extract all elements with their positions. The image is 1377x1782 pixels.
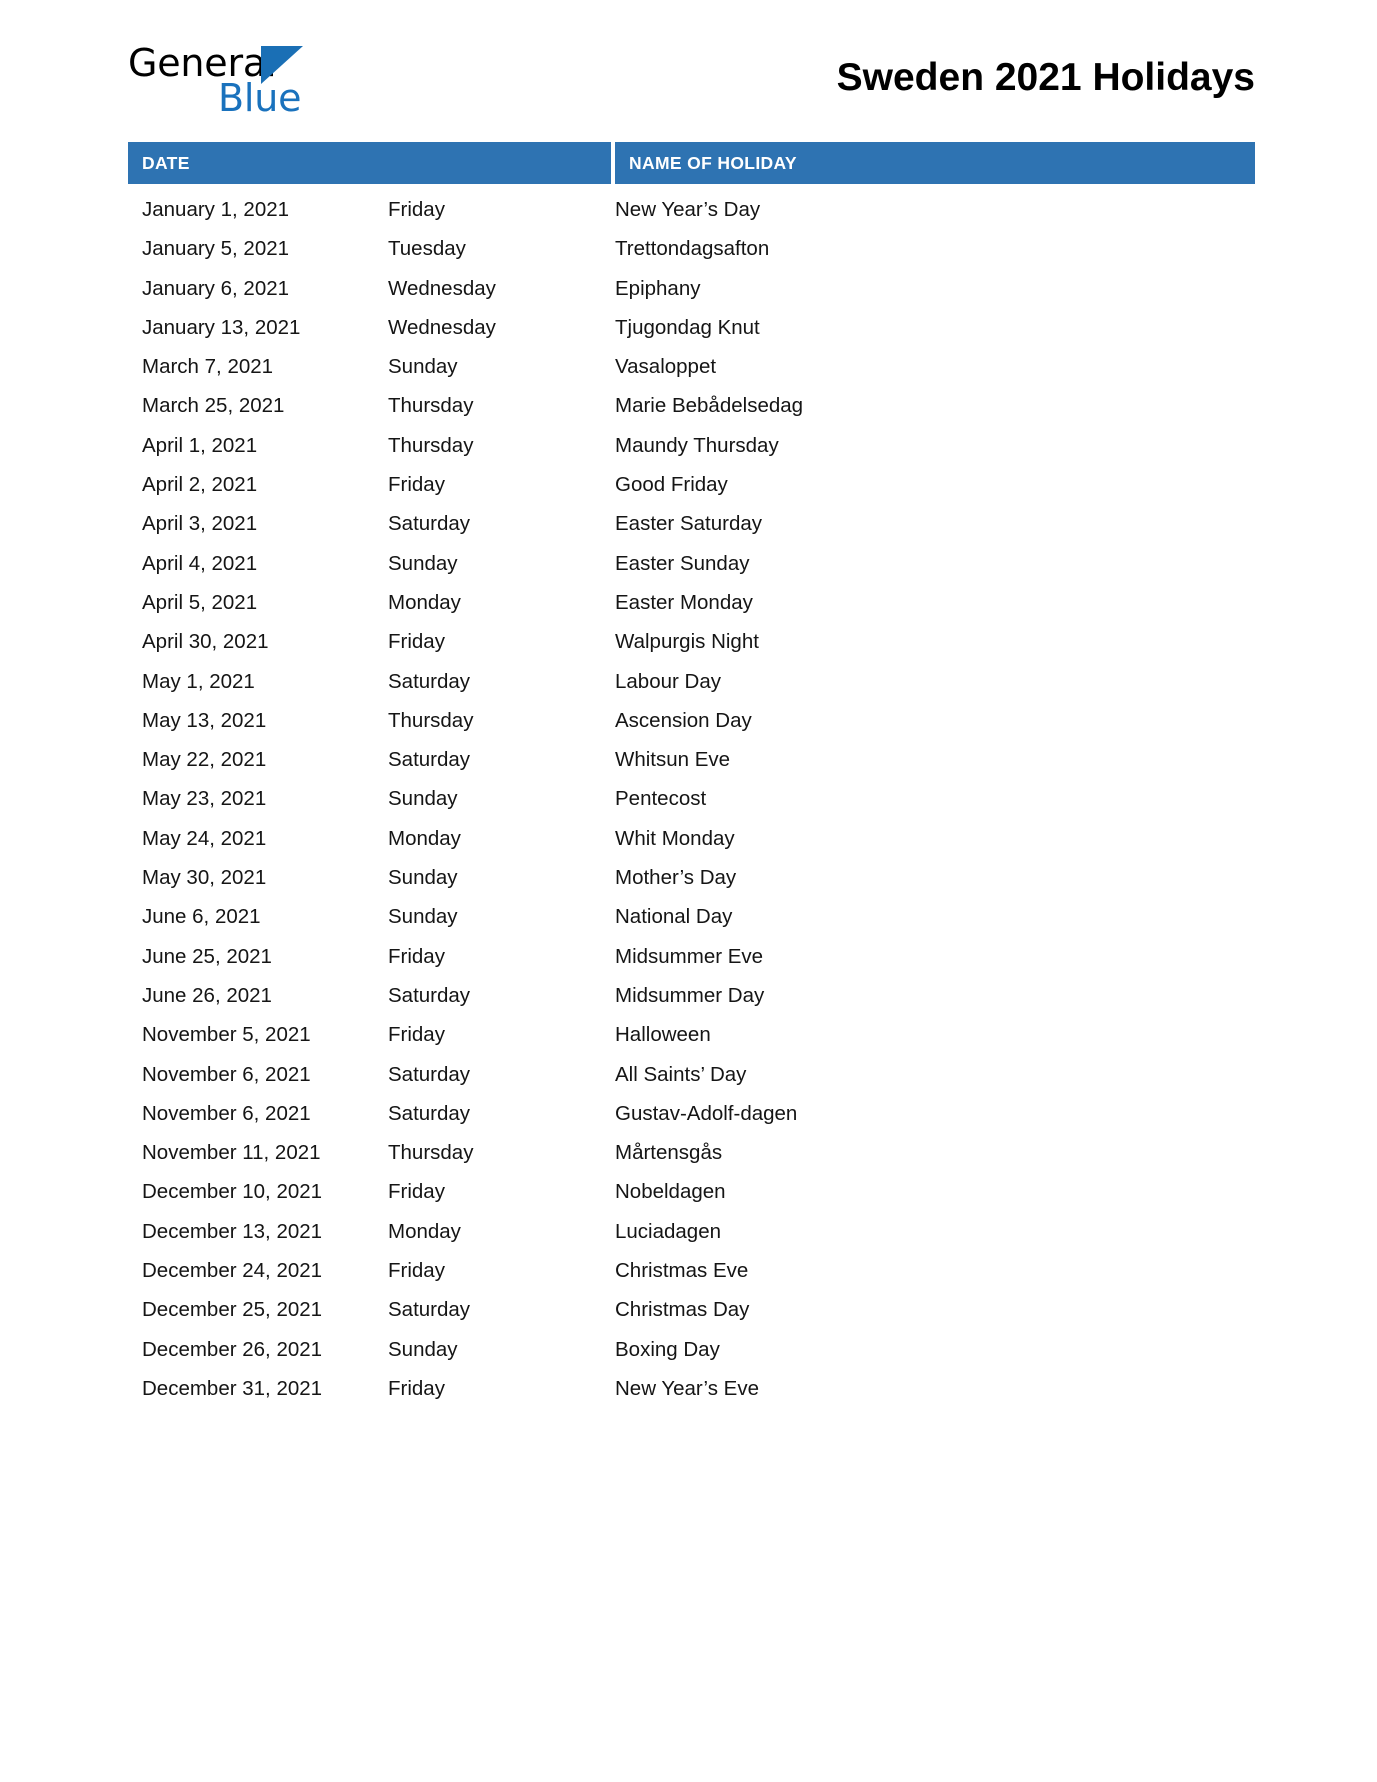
cell-holiday: Midsummer Eve	[615, 944, 764, 968]
cell-date: December 10, 2021	[142, 1180, 323, 1204]
cell-holiday: Tjugondag Knut	[615, 315, 760, 339]
cell-holiday: Good Friday	[615, 473, 728, 497]
holidays-table	[128, 142, 1255, 1408]
table-row	[128, 269, 1255, 308]
cell-weekday: Saturday	[388, 983, 471, 1007]
table-row	[128, 897, 1255, 936]
cell-date: March 25, 2021	[142, 394, 285, 418]
table-row	[128, 1172, 1255, 1211]
table-row	[128, 1015, 1255, 1054]
cell-holiday: Walpurgis Night	[615, 630, 759, 654]
cell-date: June 26, 2021	[142, 983, 272, 1007]
cell-holiday: Trettondagsafton	[615, 237, 770, 261]
cell-holiday: Whit Monday	[615, 826, 735, 850]
cell-date: April 1, 2021	[142, 433, 258, 457]
cell-date: December 31, 2021	[142, 1376, 323, 1400]
table-row	[128, 819, 1255, 858]
table-row	[128, 1094, 1255, 1133]
cell-weekday: Friday	[388, 1376, 445, 1400]
cell-weekday: Friday	[388, 1259, 445, 1283]
cell-weekday: Sunday	[388, 551, 458, 575]
cell-date: January 5, 2021	[142, 237, 290, 261]
cell-weekday: Friday	[388, 473, 445, 497]
table-row	[128, 779, 1255, 818]
table-row	[128, 858, 1255, 897]
cell-date: June 6, 2021	[142, 905, 261, 929]
table-row	[128, 662, 1255, 701]
cell-weekday: Sunday	[388, 866, 458, 890]
table-row	[128, 308, 1255, 347]
table-row	[128, 465, 1255, 504]
table-row	[128, 1133, 1255, 1172]
cell-weekday: Tuesday	[388, 237, 466, 261]
cell-holiday: Marie Bebådelsedag	[615, 394, 804, 418]
cell-weekday: Monday	[388, 1219, 461, 1243]
cell-date: May 23, 2021	[142, 787, 267, 811]
cell-date: January 6, 2021	[142, 276, 290, 300]
cell-date: March 7, 2021	[142, 355, 274, 379]
table-row	[128, 1290, 1255, 1329]
table-row	[128, 229, 1255, 268]
cell-holiday: Whitsun Eve	[615, 748, 731, 772]
cell-holiday: Nobeldagen	[615, 1180, 726, 1204]
cell-weekday: Monday	[388, 590, 461, 614]
cell-weekday: Thursday	[388, 1141, 474, 1165]
cell-holiday: Epiphany	[615, 276, 701, 300]
cell-holiday: Mother’s Day	[615, 866, 737, 890]
table-row	[128, 937, 1255, 976]
cell-weekday: Friday	[388, 1023, 445, 1047]
cell-date: December 25, 2021	[142, 1298, 323, 1322]
cell-weekday: Thursday	[388, 433, 474, 457]
table-row	[128, 583, 1255, 622]
cell-weekday: Friday	[388, 630, 445, 654]
column-header-date: DATE	[128, 142, 611, 184]
cell-holiday: Easter Sunday	[615, 551, 750, 575]
cell-date: November 5, 2021	[142, 1023, 311, 1047]
cell-holiday: Labour Day	[615, 669, 721, 693]
table-row	[128, 740, 1255, 779]
cell-date: May 30, 2021	[142, 866, 267, 890]
table-row	[128, 976, 1255, 1015]
table-row	[128, 190, 1255, 229]
cell-weekday: Friday	[388, 1180, 445, 1204]
cell-holiday: Vasaloppet	[615, 355, 717, 379]
document-header	[128, 0, 1255, 118]
table-body	[128, 184, 1255, 1408]
cell-date: November 6, 2021	[142, 1062, 311, 1086]
table-row	[128, 544, 1255, 583]
logo-text-blue: Blue	[218, 76, 302, 120]
cell-holiday: New Year’s Day	[615, 198, 761, 221]
cell-date: May 22, 2021	[142, 748, 267, 772]
cell-weekday: Saturday	[388, 1062, 471, 1086]
cell-holiday: Christmas Eve	[615, 1259, 749, 1283]
cell-holiday: All Saints’ Day	[615, 1062, 747, 1086]
cell-holiday: Pentecost	[615, 787, 707, 811]
cell-date: April 3, 2021	[142, 512, 258, 536]
cell-holiday: Maundy Thursday	[615, 433, 779, 457]
cell-weekday: Thursday	[388, 394, 474, 418]
cell-weekday: Saturday	[388, 1101, 471, 1125]
cell-holiday: Ascension Day	[615, 708, 752, 732]
table-row	[128, 622, 1255, 661]
cell-date: January 1, 2021	[142, 198, 290, 221]
cell-date: December 13, 2021	[142, 1219, 323, 1243]
cell-weekday: Friday	[388, 944, 445, 968]
cell-weekday: Saturday	[388, 1298, 471, 1322]
cell-weekday: Sunday	[388, 1337, 458, 1361]
cell-weekday: Sunday	[388, 905, 458, 929]
table-row	[128, 1055, 1255, 1094]
page-title: Sweden 2021 Holidays	[836, 56, 1255, 99]
cell-date: April 2, 2021	[142, 473, 258, 497]
cell-weekday: Saturday	[388, 512, 471, 536]
cell-holiday: Mårtensgås	[615, 1141, 723, 1165]
general-blue-logo	[128, 26, 323, 120]
cell-weekday: Sunday	[388, 355, 458, 379]
cell-weekday: Sunday	[388, 787, 458, 811]
cell-date: May 13, 2021	[142, 708, 267, 732]
cell-holiday: Gustav-Adolf-dagen	[615, 1101, 798, 1125]
cell-holiday: Easter Saturday	[615, 512, 762, 536]
table-row	[128, 1251, 1255, 1290]
cell-weekday: Saturday	[388, 748, 471, 772]
cell-holiday: Midsummer Day	[615, 983, 765, 1007]
table-row	[128, 1369, 1255, 1408]
table-row	[128, 1212, 1255, 1251]
table-row	[128, 386, 1255, 425]
cell-weekday: Saturday	[388, 669, 471, 693]
table-row	[128, 347, 1255, 386]
cell-holiday: Boxing Day	[615, 1337, 720, 1361]
cell-date: December 24, 2021	[142, 1259, 323, 1283]
cell-holiday: National Day	[615, 905, 733, 929]
cell-weekday: Thursday	[388, 708, 474, 732]
cell-date: April 30, 2021	[142, 630, 269, 654]
cell-holiday: Christmas Day	[615, 1298, 750, 1322]
cell-weekday: Friday	[388, 198, 445, 221]
logo-text-general: General	[128, 41, 277, 85]
cell-date: November 6, 2021	[142, 1101, 311, 1125]
cell-date: May 1, 2021	[142, 669, 255, 693]
table-header-row	[128, 142, 1255, 184]
cell-weekday: Wednesday	[388, 276, 496, 300]
cell-holiday: Halloween	[615, 1023, 711, 1047]
table-row	[128, 504, 1255, 543]
cell-date: May 24, 2021	[142, 826, 267, 850]
cell-date: April 5, 2021	[142, 590, 258, 614]
cell-holiday: Luciadagen	[615, 1219, 722, 1243]
table-row	[128, 701, 1255, 740]
table-row	[128, 1330, 1255, 1369]
cell-date: December 26, 2021	[142, 1337, 323, 1361]
cell-weekday: Monday	[388, 826, 461, 850]
cell-date: November 11, 2021	[142, 1141, 321, 1165]
table-row	[128, 426, 1255, 465]
column-header-name-of-holiday: NAME OF HOLIDAY	[615, 142, 1255, 184]
cell-date: April 4, 2021	[142, 551, 258, 575]
cell-date: January 13, 2021	[142, 315, 301, 339]
cell-holiday: New Year’s Eve	[615, 1376, 759, 1400]
cell-weekday: Wednesday	[388, 315, 496, 339]
cell-holiday: Easter Monday	[615, 590, 753, 614]
cell-date: June 25, 2021	[142, 944, 272, 968]
